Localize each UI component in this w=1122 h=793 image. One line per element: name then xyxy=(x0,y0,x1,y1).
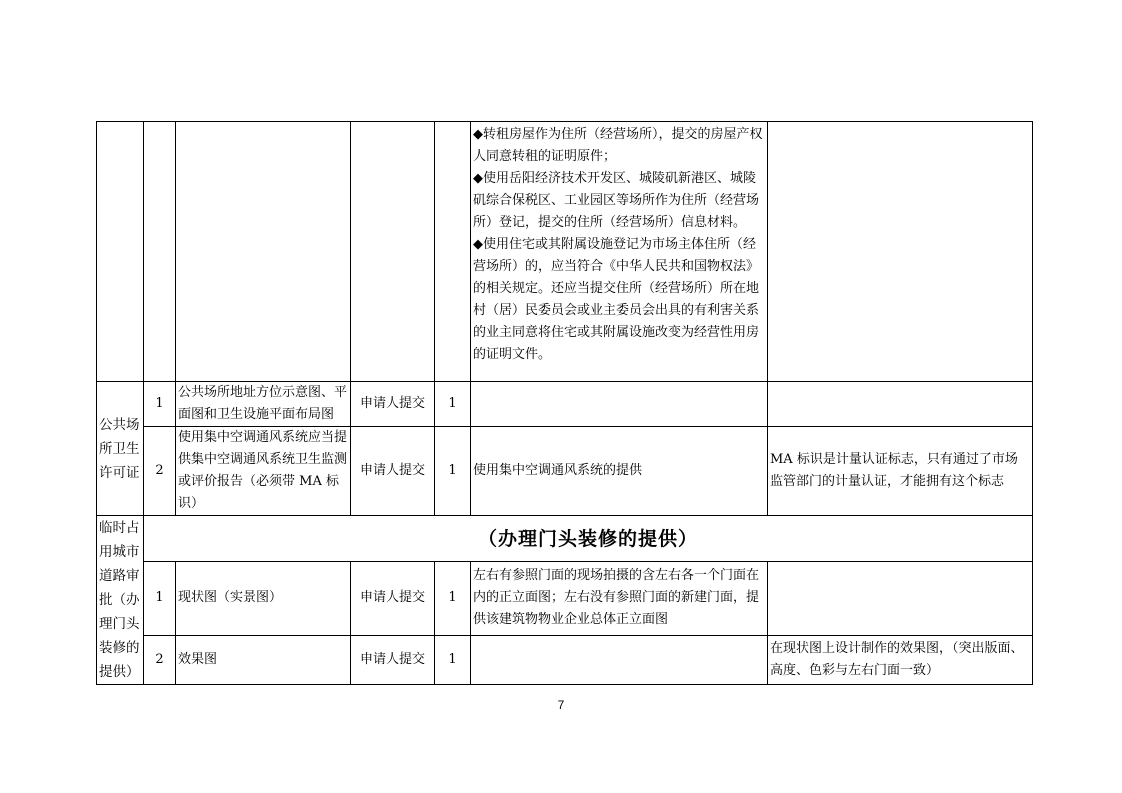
table-row xyxy=(97,635,1033,684)
number-cell: 1 xyxy=(144,562,176,636)
source-cell: 申请人提交 xyxy=(351,562,435,636)
number-cell xyxy=(144,122,176,382)
note-cell xyxy=(768,122,1033,382)
requirements-table xyxy=(96,121,1033,685)
category-cell: 临时占用城市道路审批（办理门头装修的提供） xyxy=(97,516,144,685)
table-row xyxy=(97,516,1033,562)
condition-cell xyxy=(471,382,768,427)
number-cell: 2 xyxy=(144,427,176,516)
material-cell: 使用集中空调通风系统应当提供集中空调通风系统卫生监测或评价报告（必须带 MA 标识） xyxy=(176,427,351,516)
source-cell: 申请人提交 xyxy=(351,635,435,684)
count-cell xyxy=(435,122,471,382)
note-cell: 在现状图上设计制作的效果图，（突出版面、高度、色彩与左右门面一致） xyxy=(768,635,1033,684)
source-cell: 申请人提交 xyxy=(351,382,435,427)
category-cell xyxy=(97,122,144,382)
count-cell: 1 xyxy=(435,635,471,684)
source-cell xyxy=(351,122,435,382)
page-number: 7 xyxy=(557,698,565,712)
number-cell: 1 xyxy=(144,382,176,427)
category-cell: 公共场所卫生许可证 xyxy=(97,382,144,516)
table-row xyxy=(97,122,1033,382)
note-cell xyxy=(768,382,1033,427)
material-cell: 效果图 xyxy=(176,635,351,684)
condition-cell: 左右有参照门面的现场拍摄的含左右各一个门面在内的正立面图；左右没有参照门面的新建门面，提供该建筑物物业企业总体正立面图 xyxy=(471,562,768,636)
section-title: （办理门头装修的提供） xyxy=(144,516,1033,562)
count-cell: 1 xyxy=(435,382,471,427)
condition-cell xyxy=(471,635,768,684)
count-cell: 1 xyxy=(435,427,471,516)
material-cell: 公共场所地址方位示意图、平面图和卫生设施平面布局图 xyxy=(176,382,351,427)
material-cell: 现状图（实景图） xyxy=(176,562,351,636)
number-cell: 2 xyxy=(144,635,176,684)
table-row xyxy=(97,382,1033,427)
material-cell xyxy=(176,122,351,382)
condition-cell: 使用集中空调通风系统的提供 xyxy=(471,427,768,516)
condition-text: ◆转租房屋作为住所（经营场所），提交的房屋产权人同意转租的证明原件； xyxy=(473,127,763,164)
condition-text: ◆使用住宅或其附属设施登记为市场主体住所（经营场所）的，应当符合《中华人民共和国物权法》的相关规定。还应当提交住所（经营场所）所在地村（居）民委员会或业主委员会出具的有利害关系的业主同意将住宅或其附属设施改变为经营性用房的证明文件。 xyxy=(473,237,760,362)
count-cell: 1 xyxy=(435,562,471,636)
condition-text: ◆使用岳阳经济技术开发区、城陵矶新港区、城陵矶综合保税区、工业园区等场所作为住所（经营场所）登记，提交的住所（经营场所）信息材料。 xyxy=(473,171,760,230)
table-row xyxy=(97,427,1033,516)
condition-cell xyxy=(471,122,768,382)
table-row xyxy=(97,562,1033,636)
note-cell: MA 标识是计量认证标志，只有通过了市场监管部门的计量认证，才能拥有这个标志 xyxy=(768,427,1033,516)
source-cell: 申请人提交 xyxy=(351,427,435,516)
note-cell xyxy=(768,562,1033,636)
